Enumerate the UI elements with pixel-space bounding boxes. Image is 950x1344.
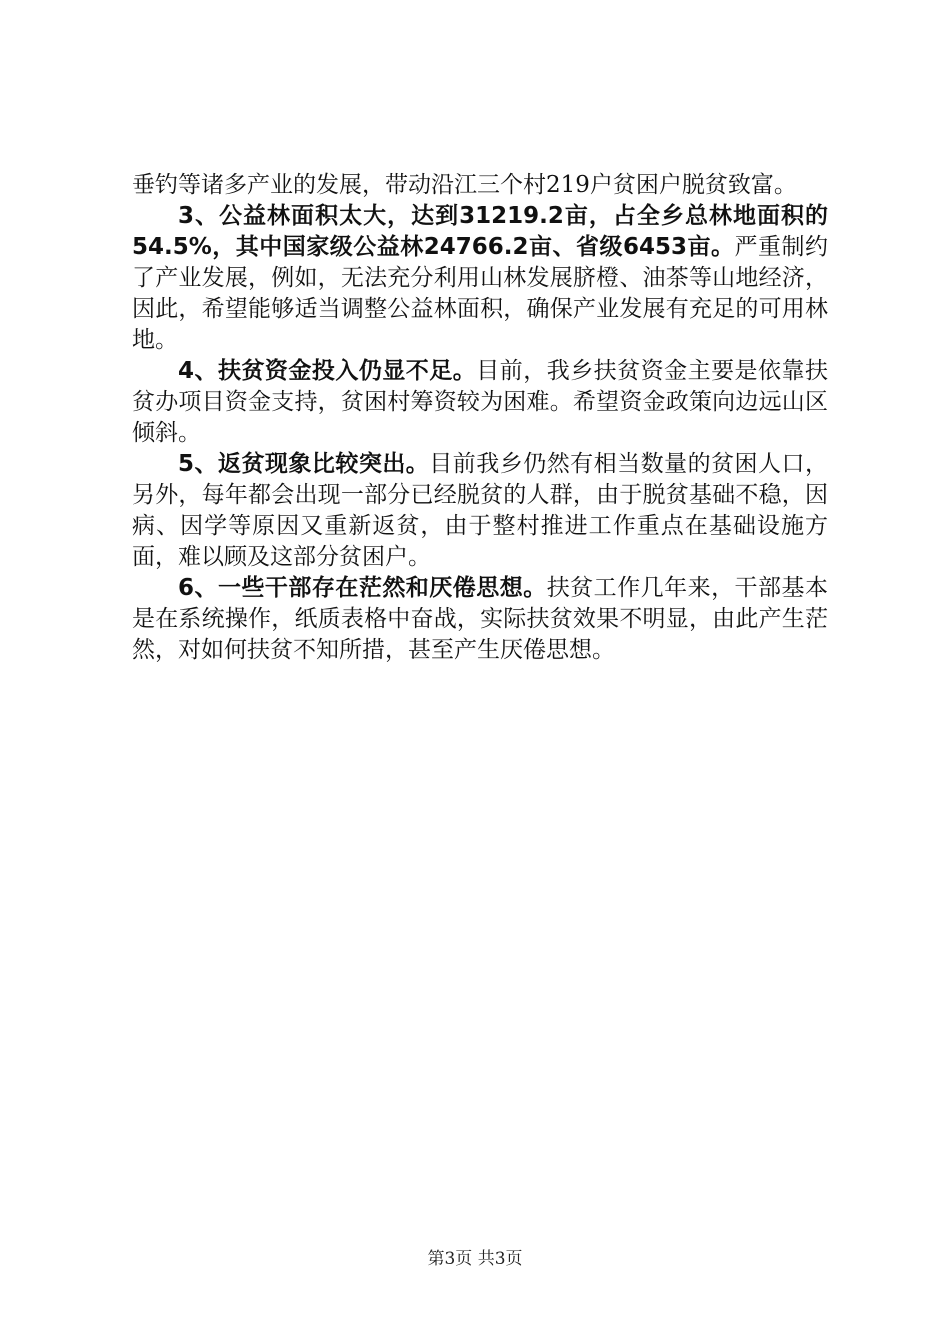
page-footer: 第3页 共3页: [427, 1249, 523, 1269]
paragraph-text: 目前，我乡扶贫资金主要是依靠扶贫办项目资金支持，贫困村筹资较为困难。希望资金政策向边远山区倾斜。: [132, 358, 828, 446]
paragraph-lead: 3、公益林面积太大，达到31219.2亩，占全乡总林地面积的54.5%，其中国家级公益林24766.2亩、省级6453亩。: [132, 203, 828, 260]
paragraph-item-4: [132, 356, 828, 449]
paragraph-item-5: [132, 449, 828, 573]
paragraph-text: 严重制约了产业发展，例如，无法充分利用山林发展脐橙、油茶等山地经济，因此，希望能够适当调整公益林面积，确保产业发展有充足的可用林地。: [132, 234, 828, 353]
paragraph-text: 目前我乡仍然有相当数量的贫困人口，另外，每年都会出现一部分已经脱贫的人群，由于脱贫基础不稳，因病、因学等原因又重新返贫，由于整村推进工作重点在基础设施方面，难以顾及这部分贫困户。: [132, 451, 828, 570]
paragraph-item-3: [132, 201, 828, 356]
paragraph-lead: 4、扶贫资金投入仍显不足。: [178, 358, 477, 384]
paragraph-lead: 6、一些干部存在茫然和厌倦思想。: [178, 575, 547, 601]
paragraph-text: 扶贫工作几年来，干部基本是在系统操作，纸质表格中奋战，实际扶贫效果不明显，由此产生茫然，对如何扶贫不知所措，甚至产生厌倦思想。: [132, 575, 828, 663]
paragraph-item-6: [132, 573, 828, 666]
paragraph-lead: 5、返贫现象比较突出。: [178, 451, 430, 477]
paragraph-text: 垂钓等诸多产业的发展，带动沿江三个村219户贫困户脱贫致富。: [132, 172, 797, 198]
document-body: [132, 170, 828, 666]
paragraph-continuation: [132, 170, 828, 201]
